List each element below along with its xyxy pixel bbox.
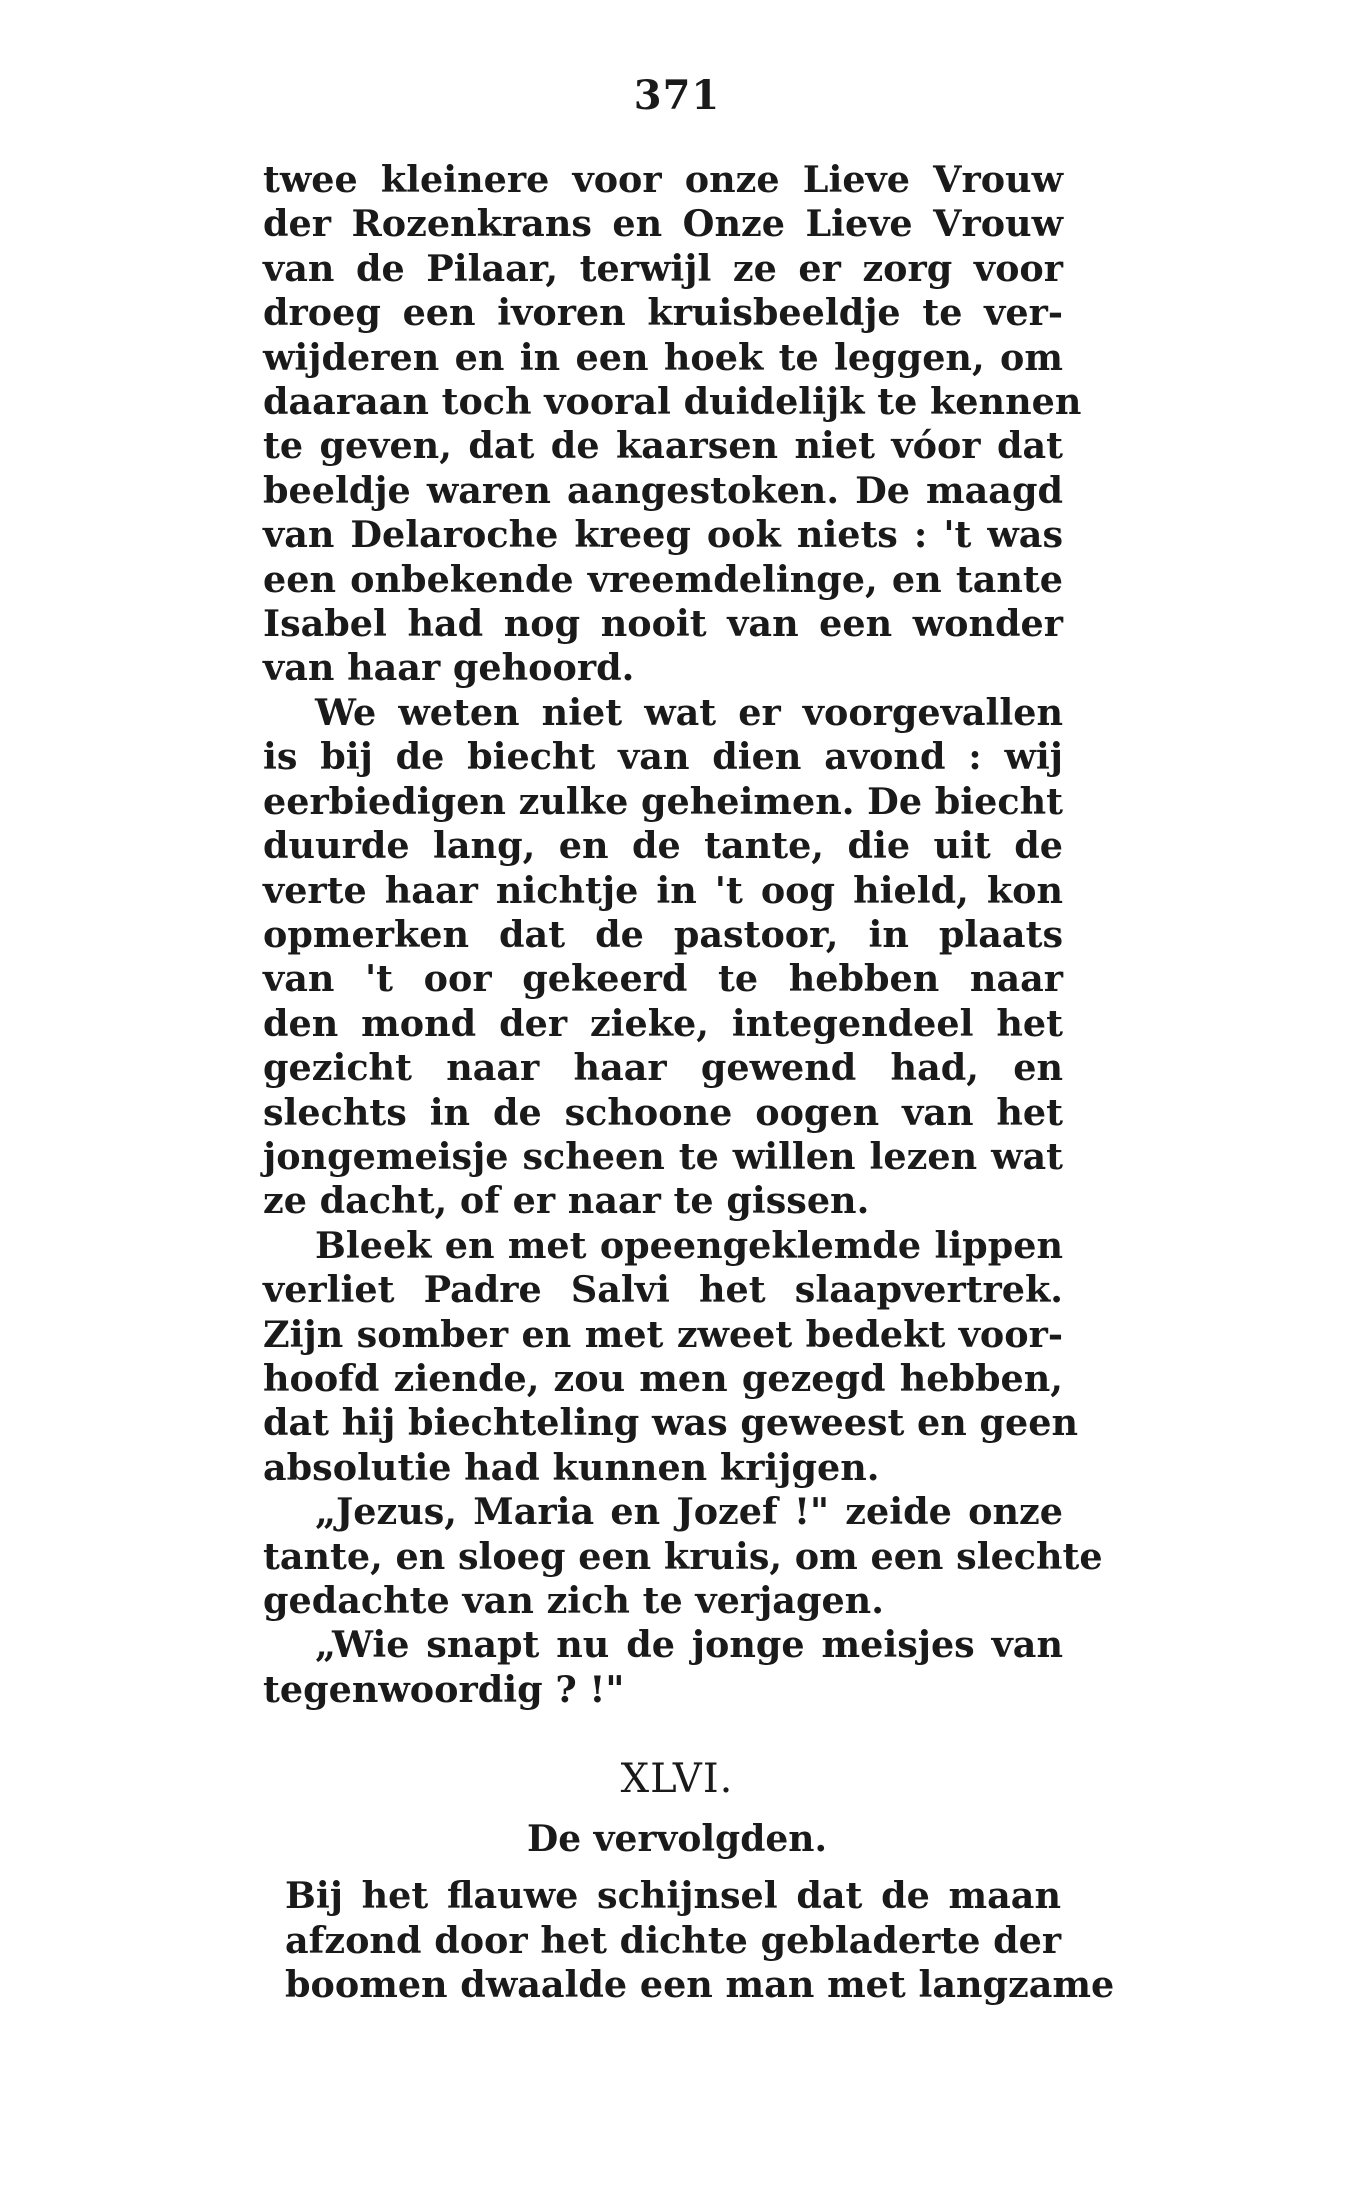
- text-line: verte haar nichtje in 't oog hield, kon: [263, 868, 1063, 912]
- paragraph: [263, 1490, 1103, 1623]
- paragraph: [263, 1623, 1063, 1712]
- text-line: Bij het flauwe schijnsel dat de maan: [285, 1874, 1061, 1917]
- text-line: Zijn somber en met zweet bedekt voor-: [263, 1312, 1063, 1356]
- text-line: hoofd ziende, zou men gezegd hebben,: [263, 1356, 1063, 1400]
- text-line: „Wie snapt nu de jonge meisjes van: [315, 1623, 1063, 1667]
- chapter-number: XLVI.: [620, 1756, 734, 1802]
- text-line: Isabel had nog nooit van een wonder: [263, 602, 1063, 646]
- text-line: te geven, dat de kaarsen niet vóor dat: [263, 424, 1063, 468]
- chapter-title: De vervolgden.: [526, 1818, 827, 1860]
- text-line: tegenwoordig ? !": [263, 1667, 625, 1711]
- body-text: [263, 158, 1103, 1712]
- text-line: Bleek en met opeengeklemde lippen: [315, 1223, 1063, 1267]
- text-line: twee kleinere voor onze Lieve Vrouw: [263, 158, 1063, 201]
- text-line: „Jezus, Maria en Jozef !" zeide onze: [315, 1490, 1063, 1534]
- text-line: van haar gehoord.: [263, 646, 635, 690]
- text-line: We weten niet wat er voorgevallen: [315, 690, 1063, 734]
- text-line: van 't oor gekeerd te hebben naar: [263, 957, 1063, 1001]
- page-number: 371: [633, 72, 721, 119]
- paragraph: [263, 1223, 1079, 1490]
- text-line: absolutie had kunnen krijgen.: [263, 1445, 880, 1489]
- text-line: is bij de biecht van dien avond : wij: [263, 735, 1063, 779]
- text-line: van Delaroche kreeg ook niets : 't was: [263, 513, 1063, 557]
- text-line: opmerken dat de pastoor, in plaats: [263, 912, 1063, 956]
- text-line: droeg een ivoren kruisbeeldje te ver-: [263, 291, 1063, 335]
- paragraph: [263, 158, 1082, 691]
- text-line: duurde lang, en de tante, die uit de: [263, 824, 1063, 868]
- text-line: beeldje waren aangestoken. De maagd: [263, 468, 1063, 512]
- paragraph: [285, 1874, 1115, 2008]
- text-line: ze dacht, of er naar te gissen.: [263, 1179, 870, 1223]
- text-line: boomen dwaalde een man met langzame: [285, 1963, 1115, 2006]
- text-line: gezicht naar haar gewend had, en: [263, 1046, 1063, 1090]
- text-line: daaraan toch vooral duidelijk te kennen: [263, 380, 1082, 424]
- body-text-chapter: [285, 1874, 1115, 2008]
- text-line: dat hij biechteling was geweest en geen: [263, 1401, 1079, 1445]
- text-line: eerbiedigen zulke geheimen. De biecht: [263, 779, 1063, 823]
- text-line: slechts in de schoone oogen van het: [263, 1090, 1063, 1134]
- text-line: jongemeisje scheen te willen lezen wat: [263, 1134, 1063, 1178]
- paragraph: [263, 691, 1063, 1224]
- text-line: der Rozenkrans en Onze Lieve Vrouw: [263, 202, 1063, 246]
- text-line: van de Pilaar, terwijl ze er zorg voor: [263, 246, 1063, 290]
- text-line: afzond door het dichte gebladerte der: [285, 1918, 1062, 1962]
- text-line: verliet Padre Salvi het slaapvertrek.: [263, 1268, 1063, 1312]
- text-line: den mond der zieke, integendeel het: [263, 1001, 1063, 1045]
- text-line: een onbekende vreemdelinge, en tante: [263, 557, 1063, 601]
- text-line: tante, en sloeg een kruis, om een slechte: [263, 1534, 1103, 1578]
- text-line: wijderen en in een hoek te leggen, om: [263, 335, 1063, 379]
- text-line: gedachte van zich te verjagen.: [263, 1579, 884, 1622]
